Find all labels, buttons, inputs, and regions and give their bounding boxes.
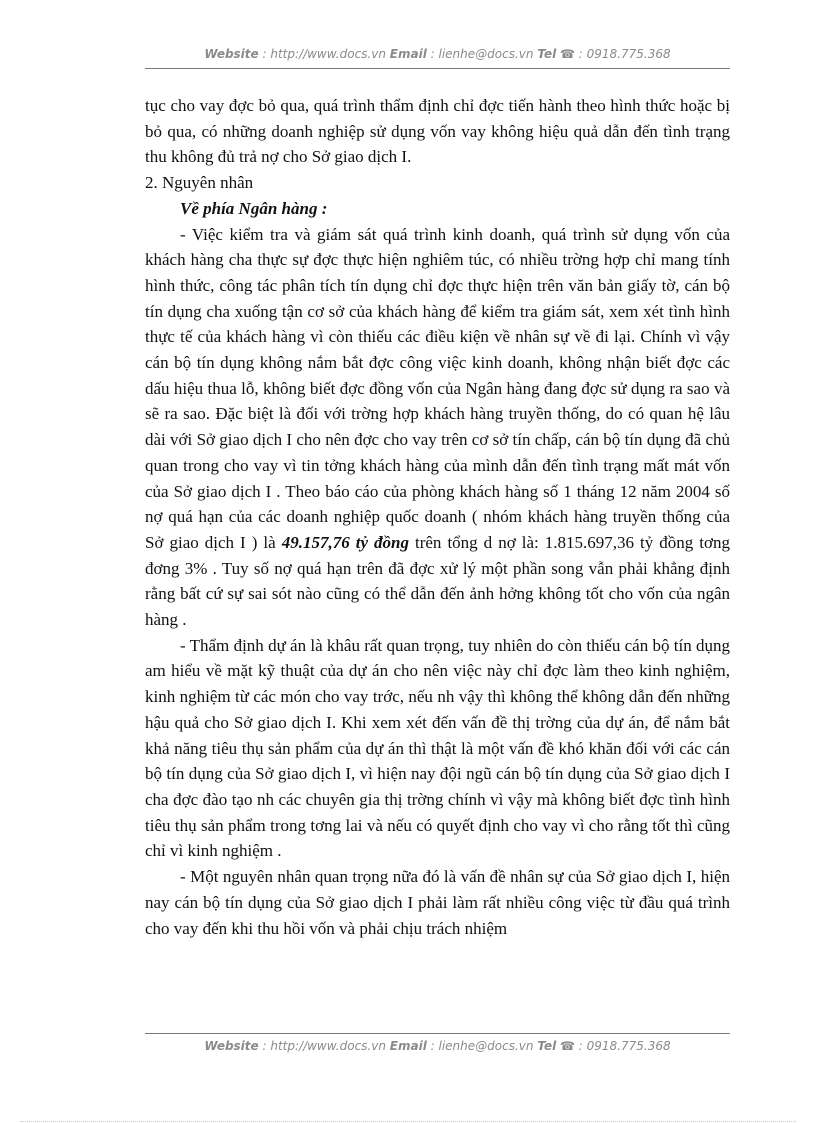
footer-divider [145,1033,730,1034]
page-header [145,47,730,61]
header-tel-value: ☎ : 0918.775.368 [560,47,671,61]
footer-website-value[interactable]: : http://www.docs.vn [262,1039,386,1053]
paragraph-personnel: - Một nguyên nhân quan trọng nữa đó là vấn đề nhân sự của Sở giao dịch I, hiện nay cán bộ tín dụng của Sở giao dịch I phải làm rất nhiều công việc từ đầu quá trình cho vay đến khi thu hồi vốn và phải chịu trách nhiệm [145,867,730,938]
header-email-label: Email [389,47,427,61]
footer-email-label: Email [389,1039,427,1053]
header-divider [145,68,730,69]
paragraph-supervision-text-a: - Việc kiểm tra và giám sát quá trình kinh doanh, quá trình sử dụng vốn của khách hàng cha thực sự đợc thực hiện nghiêm túc, có nhiều trờng hợp chỉ mang tính hình thức, công tác phân tích tín dụng chỉ đợc thực hiện trên văn bản giấy tờ, cán bộ tín dụng cha xuống tận cơ sở của khách hàng để kiểm tra giám sát, xem xét tình hình thực tế của khách hàng vì còn thiếu các điều kiện về nhân sự về đi lại. Chính vì vậy cán bộ tín dụng không nắm bắt đợc công việc kinh doanh, không nhận biết đợc các dấu hiệu thua lỗ, không biết đợc đồng vốn của Ngân hàng đang đợc sử dụng ra sao và sẽ ra sao. Đặc biệt là đối với trờng hợp khách hàng truyền thống, do có quan hệ lâu dài với Sở giao dịch I cho nên đợc cho vay trên cơ sở tín chấp, cán bộ tín dụng đã chủ quan trong cho vay vì tin tởng khách hàng của mình dẫn đến tình trạng mất mát vốn của Sở giao dịch I . Theo báo cáo của phòng khách hàng số 1 tháng 12 năm 2004 số nợ quá hạn của các doanh nghiệp quốc doanh ( nhóm khách hàng truyền thống của Sở giao dịch I ) là [145,224,730,552]
header-email-value[interactable]: : lienhe@docs.vn [430,47,534,61]
header-website-label: Website [204,47,259,61]
page-bottom-border [20,1121,796,1122]
paragraph-appraisal: - Thẩm định dự án là khâu rất quan trọng, tuy nhiên do còn thiếu cán bộ tín dụng am hiểu về mặt kỹ thuật của dự án cho nên việc này chỉ đợc làm theo kinh nghiệm, kinh nghiệm từ các món cho vay trớc, nếu nh vậy thì không thể không dẫn đến những hậu quả cho Sở giao dịch I. Khi xem xét đến vấn đề thị trờng của dự án, để nắm bắt khả năng tiêu thụ sản phẩm của dự án thì thật là một vấn đề khó khăn đối với các cán bộ tín dụng của Sở giao dịch I, vì hiện nay đội ngũ cán bộ tín dụng của Sở giao dịch I cha đợc đào tạo nh các chuyên gia thị trờng chính vì vậy mà không biết đợc tình hình tiêu thụ sản phẩm trong tơng lai và nếu có quyết định cho vay vì cho rằng tốt thì cũng chỉ vì kinh nghiệm . [145,635,730,861]
paragraph-continuation: tục cho vay đợc bỏ qua, quá trình thẩm định chỉ đợc tiến hành theo hình thức hoặc bị bỏ qua, có những doanh nghiệp sử dụng vốn vay không hiệu quả dẫn đến tình trạng thu không đủ trả nợ cho Sở giao dịch I. [145,96,730,167]
header-tel-label: Tel [537,47,557,61]
section-heading: 2. Nguyên nhân [145,173,254,193]
paragraph-supervision-text-b: trên tổng d nợ là: 1.815.697,36 tỷ đồng tơng đơng 3% . Tuy số nợ quá hạn trên đã đợc xử lý một phần song vẫn phải khẳng định rằng bất cứ sự sai sót nào cũng có thể dẫn đến ảnh hởng không tốt cho vốn của ngân hàng . [145,532,730,630]
overdue-debt-amount: 49.157,76 tỷ đồng [281,532,409,552]
subsection-heading: Về phía Ngân hàng : [180,198,328,218]
footer-website-label: Website [204,1039,259,1053]
footer-email-value[interactable]: : lienhe@docs.vn [430,1039,534,1053]
header-website-value[interactable]: : http://www.docs.vn [262,47,386,61]
page-footer [145,1039,730,1053]
footer-tel-value: ☎ : 0918.775.368 [560,1039,671,1053]
document-body [145,93,730,941]
footer-tel-label: Tel [537,1039,557,1053]
paragraph-supervision [145,222,730,633]
